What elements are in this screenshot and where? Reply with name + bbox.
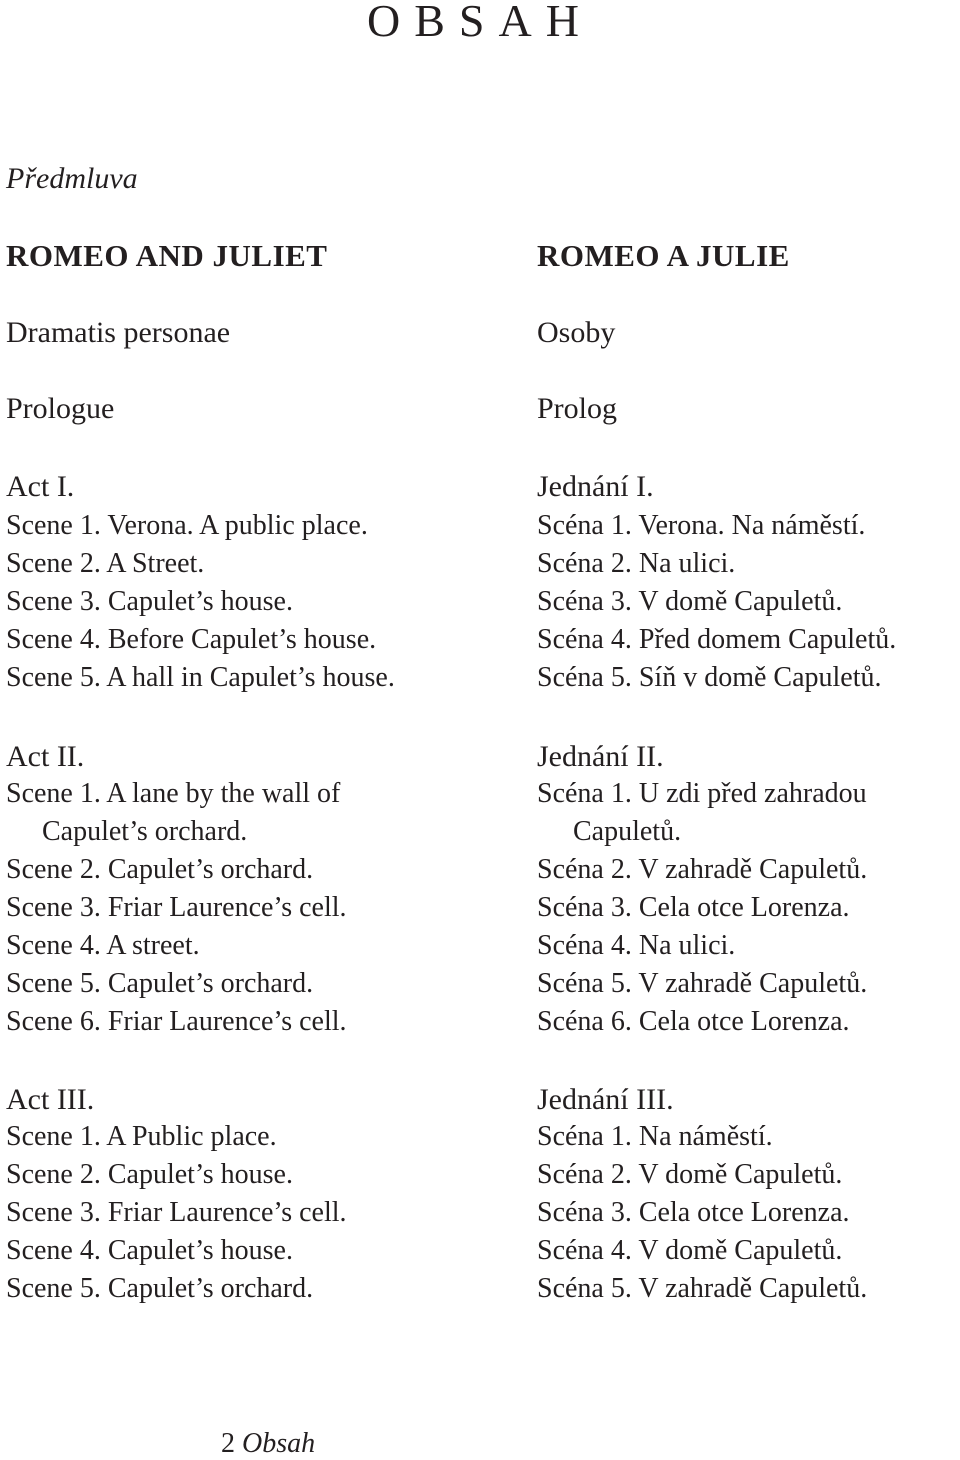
scene-entry: Scéna 1. U zdi před zahradou	[537, 778, 867, 809]
scene-entry: Scene 4. Capulet’s house.	[6, 1235, 293, 1266]
scene-entry: Scene 5. Capulet’s orchard.	[6, 968, 314, 999]
scene-entry: Scene 1. Verona. A public place.	[6, 510, 368, 541]
scene-entry: Scéna 1. Na náměstí.	[537, 1121, 773, 1152]
scene-entry: Scéna 2. V domě Capuletů.	[537, 1159, 843, 1190]
act-title: Act I.	[6, 470, 75, 503]
play-title-english: ROMEO AND JULIET	[6, 238, 328, 273]
scene-entry: Scéna 3. V domě Capuletů.	[537, 586, 843, 617]
scene-entry: Scene 3. Friar Laurence’s cell.	[6, 1197, 347, 1228]
preface-heading: Předmluva	[6, 162, 138, 195]
scene-entry: Scene 3. Capulet’s house.	[6, 586, 293, 617]
scene-entry: Scéna 3. Cela otce Lorenza.	[537, 1197, 850, 1228]
scene-entry: Scene 4. A street.	[6, 930, 200, 961]
persons-entry: Osoby	[537, 316, 616, 349]
scene-entry: Scéna 3. Cela otce Lorenza.	[537, 892, 850, 923]
play-title-czech: ROMEO A JULIE	[537, 238, 790, 273]
scene-entry: Scéna 6. Cela otce Lorenza.	[537, 1006, 850, 1037]
act-title: Jednání I.	[537, 470, 654, 503]
scene-entry: Scéna 2. Na ulici.	[537, 548, 736, 579]
act-title: Jednání II.	[537, 740, 664, 773]
scene-entry-continuation: Capulet’s orchard.	[42, 816, 248, 847]
page-title: OBSAH	[367, 0, 593, 46]
footer-label: Obsah	[242, 1428, 316, 1459]
scene-entry: Scene 5. Capulet’s orchard.	[6, 1273, 314, 1304]
prologue-entry: Prolog	[537, 392, 618, 425]
scene-entry: Scene 5. A hall in Capulet’s house.	[6, 662, 395, 693]
scene-entry: Scene 1. A Public place.	[6, 1121, 277, 1152]
scene-entry: Scéna 5. Síň v domě Capuletů.	[537, 662, 882, 693]
act-title: Act II.	[6, 740, 85, 773]
scene-entry: Scéna 2. V zahradě Capuletů.	[537, 854, 868, 885]
scene-entry: Scéna 4. V domě Capuletů.	[537, 1235, 843, 1266]
scene-entry: Scene 4. Before Capulet’s house.	[6, 624, 377, 655]
scene-entry: Scene 6. Friar Laurence’s cell.	[6, 1006, 347, 1037]
scene-entry: Scéna 4. Před domem Capuletů.	[537, 624, 897, 655]
scene-entry: Scéna 5. V zahradě Capuletů.	[537, 1273, 868, 1304]
scene-entry: Scéna 5. V zahradě Capuletů.	[537, 968, 868, 999]
act-title: Jednání III.	[537, 1083, 674, 1116]
scene-entry: Scéna 4. Na ulici.	[537, 930, 736, 961]
scene-entry: Scéna 1. Verona. Na náměstí.	[537, 510, 866, 541]
scene-entry: Scene 1. A lane by the wall of	[6, 778, 341, 809]
page-number: 2	[221, 1428, 235, 1459]
scene-entry: Scene 3. Friar Laurence’s cell.	[6, 892, 347, 923]
scene-entry: Scene 2. A Street.	[6, 548, 205, 579]
scene-entry-continuation: Capuletů.	[573, 816, 682, 847]
page-footer	[221, 1428, 315, 1460]
scene-entry: Scene 2. Capulet’s house.	[6, 1159, 293, 1190]
scene-entry: Scene 2. Capulet’s orchard.	[6, 854, 314, 885]
prologue-entry: Prologue	[6, 392, 115, 425]
act-title: Act III.	[6, 1083, 95, 1116]
persons-entry: Dramatis personae	[6, 316, 231, 349]
